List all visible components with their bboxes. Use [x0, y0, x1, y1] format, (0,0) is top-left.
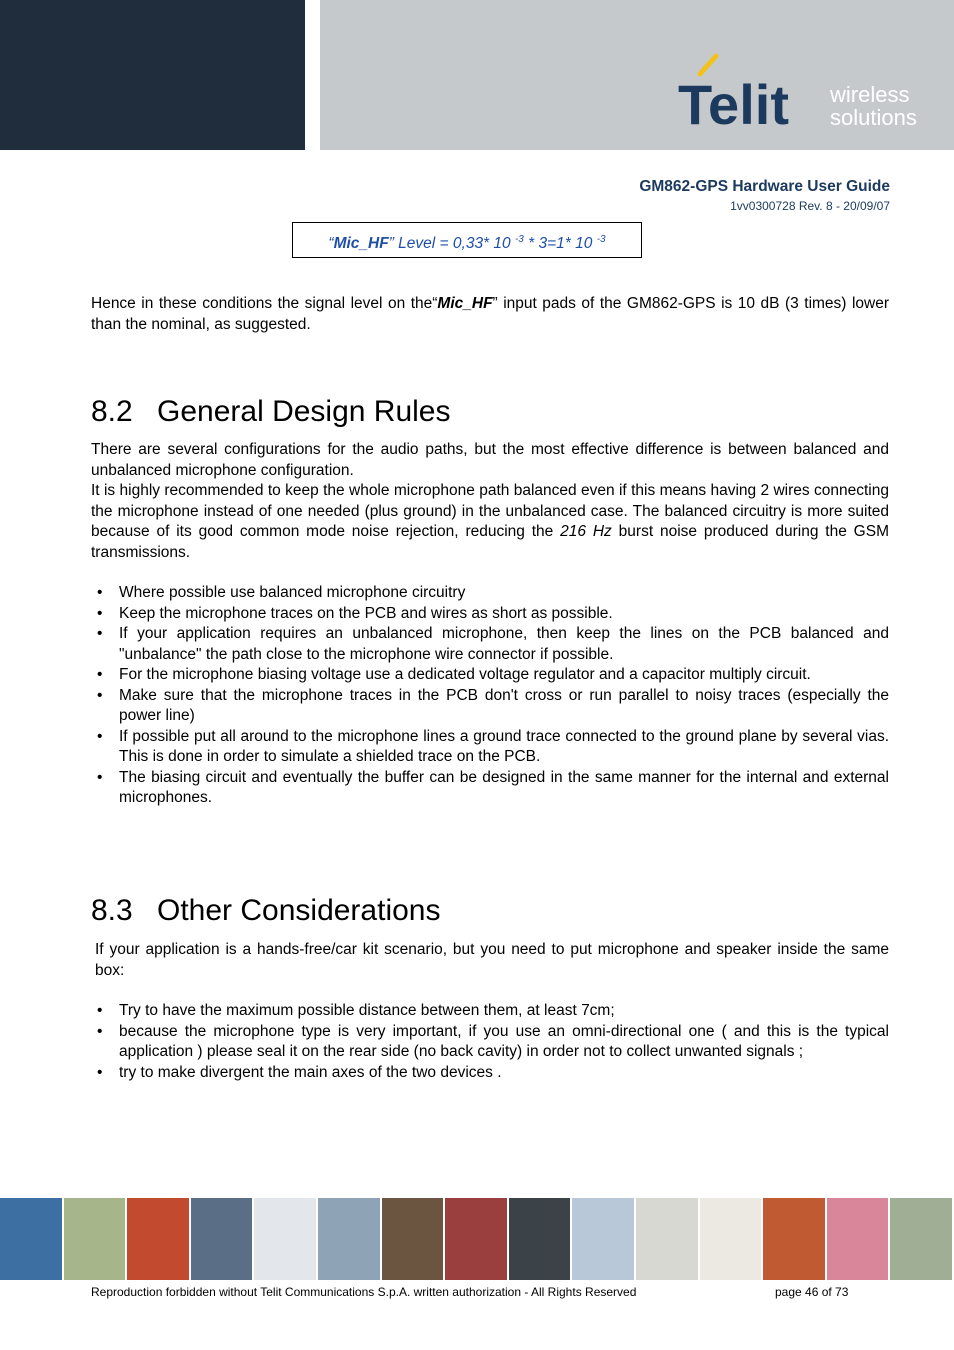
- list-item: [91, 686, 889, 727]
- formula-exponent-2: -3: [596, 234, 606, 245]
- list-item: [91, 1022, 889, 1063]
- intro-text-1: Hence in these conditions the signal level on the“: [91, 295, 438, 312]
- footer-photo: [445, 1198, 507, 1280]
- footer-photo: [64, 1198, 126, 1280]
- bullet-icon: •: [97, 604, 103, 622]
- bullet-icon: •: [97, 666, 103, 683]
- document-revision: 1vv0300728 Rev. 8 - 20/09/07: [730, 199, 890, 213]
- list-item-text: Where possible use balanced microphone circuitry: [119, 584, 466, 601]
- bullet-icon: •: [97, 1063, 103, 1081]
- footer-photo: [127, 1198, 189, 1280]
- bullet-icon: •: [97, 768, 103, 786]
- footer-photo: [0, 1198, 62, 1280]
- footer-photo: [382, 1198, 444, 1280]
- section-8-2-paragraph-1: There are several configurations for the audio paths, but the most effective difference is between balanced and unbalanced microphone configuration.: [91, 441, 889, 479]
- footer-photo: [700, 1198, 762, 1280]
- list-item-text: Keep the microphone traces on the PCB and wires as short as possible.: [119, 604, 613, 622]
- section-8-3-paragraph: If your application is a hands-free/car kit scenario, but you need to put microphone and speaker inside the same box:: [95, 941, 889, 979]
- footer-photo: [827, 1198, 889, 1280]
- p2-text-2: burst noise produced during the GSM transmissions.: [91, 523, 889, 561]
- page-number: page 46 of 73: [775, 1285, 849, 1299]
- footer-photo: [254, 1198, 316, 1280]
- footer-photo: [890, 1198, 952, 1280]
- list-item: [91, 624, 889, 665]
- bullet-icon: •: [97, 584, 103, 601]
- logo-wordmark: Telit: [678, 73, 789, 132]
- list-item-text: The biasing circuit and eventually the buffer can be designed in the same manner for the internal and external microphones.: [119, 768, 889, 806]
- p2-text-1: It is highly recommended to keep the whole microphone path balanced even if this means having 2 wires connecting the microphone instead of one needed (plus ground) in the unbalanced case. The balanced circuitry is more suited because of its good common mode noise rejection, reducing the: [91, 482, 889, 540]
- list-item-text: Make sure that the microphone traces in the PCB don't cross or run parallel to noisy traces (especially the power line): [119, 686, 889, 724]
- bullet-icon: •: [97, 625, 103, 642]
- section-8-2-number: 8.2: [91, 395, 133, 428]
- logo-tagline-1: wireless: [830, 82, 910, 107]
- section-8-2-paragraph-2: [91, 481, 889, 563]
- list-item-text: Try to have the maximum possible distance between them, at least 7cm;: [119, 1002, 615, 1019]
- logo-tagline-2: solutions: [830, 105, 917, 130]
- section-8-3-number: 8.3: [91, 894, 133, 927]
- bullet-icon: •: [97, 1002, 103, 1019]
- list-item: [91, 604, 889, 625]
- list-item-text: because the microphone type is very important, if you use an omni-directional one ( and this is the typical application ) please seal it on the rear side (no back cavity) in order not to collect unwanted signals ;: [119, 1022, 889, 1060]
- section-8-3-title: Other Considerations: [157, 894, 441, 927]
- bullet-icon: •: [97, 727, 103, 745]
- formula-quote: “: [328, 235, 334, 253]
- design-rules-list: [91, 583, 889, 809]
- formula-signal: Mic_HF: [333, 235, 389, 253]
- footer-photo: [572, 1198, 634, 1280]
- list-item-text: If your application requires an unbalanced microphone, then keep the lines on the PCB balanced and "unbalance" the path close to the microphone wire connector if possible.: [119, 625, 889, 663]
- footer-notice: Reproduction forbidden without Telit Communications S.p.A. written authorization - All Rights Reserved: [91, 1285, 637, 1299]
- considerations-list: [91, 1001, 889, 1083]
- footer-photo: [318, 1198, 380, 1280]
- list-item: [91, 1063, 889, 1084]
- section-8-2-heading: [91, 394, 450, 430]
- formula-text-2: * 3=1* 10: [523, 235, 597, 253]
- intro-signal: Mic_HF: [437, 295, 493, 312]
- footer-photo: [763, 1198, 825, 1280]
- document-title: GM862-GPS Hardware User Guide: [639, 178, 890, 195]
- bullet-icon: •: [97, 686, 103, 704]
- list-item-text: try to make divergent the main axes of the two devices .: [119, 1063, 502, 1081]
- telit-logo: [678, 52, 938, 132]
- list-item: [91, 665, 889, 686]
- footer-photo: [191, 1198, 253, 1280]
- formula-text-1: ” Level = 0,33* 10: [388, 235, 515, 253]
- section-8-2-title: General Design Rules: [157, 395, 451, 428]
- list-item: [91, 727, 889, 768]
- p2-frequency: 216 Hz: [560, 523, 612, 540]
- intro-paragraph: [91, 294, 889, 335]
- list-item: [91, 583, 889, 604]
- section-8-3-heading: [91, 893, 440, 929]
- list-item: [91, 1001, 889, 1022]
- list-item-text: For the microphone biasing voltage use a dedicated voltage regulator and a capacitor multiply circuit.: [119, 666, 811, 683]
- intro-text-2: ” input pads of the GM862-GPS is 10 dB (3 times) lower than the nominal, as suggested.: [91, 295, 889, 333]
- formula-exponent-1: -3: [514, 234, 524, 245]
- footer-photo-strip: [0, 1198, 954, 1280]
- header-banner-dark: [0, 0, 305, 150]
- list-item: [91, 768, 889, 809]
- formula-box: [292, 222, 642, 258]
- bullet-icon: •: [97, 1022, 103, 1040]
- footer-photo: [509, 1198, 571, 1280]
- footer-photo: [636, 1198, 698, 1280]
- list-item-text: If possible put all around to the microphone lines a ground trace connected to the ground plane by several vias. This is done in order to simulate a shielded trace on the PCB.: [119, 727, 889, 765]
